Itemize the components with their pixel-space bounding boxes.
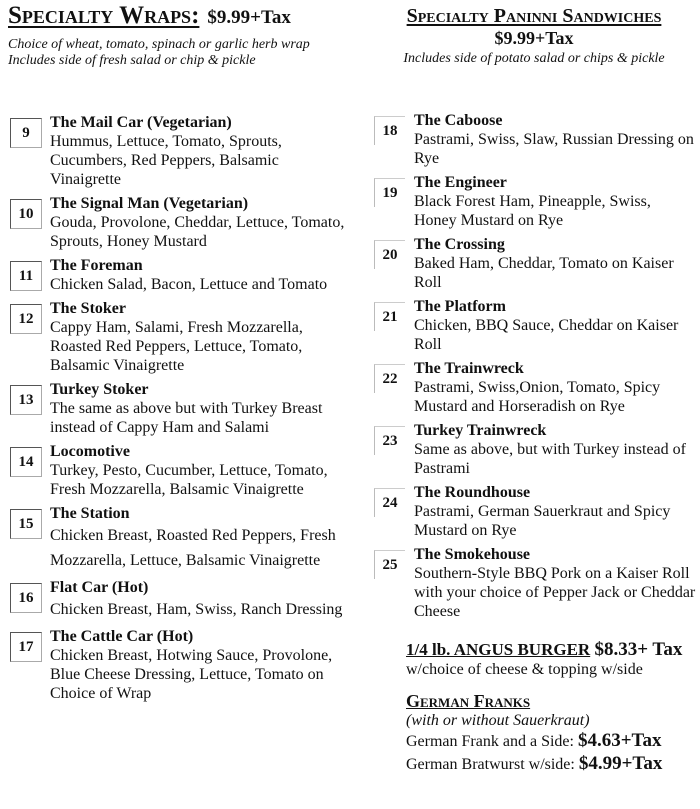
frank-label: German Frank and a Side: (406, 732, 574, 750)
item-number: 12 (10, 304, 42, 334)
item-number: 10 (10, 199, 42, 229)
menu-item (8, 579, 353, 622)
item-description: Gouda, Provolone, Cheddar, Lettuce, Tomato, Sprouts, Honey Mustard (50, 214, 345, 251)
item-description: The same as above but with Turkey Breast instead of Cappy Ham and Salami (50, 400, 323, 437)
burger-price: $8.33+ Tax (594, 638, 683, 660)
item-name: The Platform (414, 297, 506, 315)
item-name: The Signal Man (Vegetarian) (50, 195, 249, 213)
item-number: 25 (374, 550, 405, 579)
item-description: Same as above, but with Turkey instead of Pastrami (414, 440, 686, 477)
paninis-section (372, 0, 696, 776)
menu-item (372, 546, 696, 621)
item-number: 23 (374, 426, 405, 455)
item-description: Chicken Breast, Roasted Red Peppers, Fresh Mozzarella, Lettuce, Balsamic Vinaigrette (50, 527, 336, 570)
item-number: 13 (10, 385, 42, 415)
franks-note: (with or without Sauerkraut) (406, 711, 590, 729)
item-name: The Crossing (414, 235, 505, 253)
item-description: Chicken, BBQ Sauce, Cheddar on Kaiser Roll (414, 316, 679, 353)
menu-item (372, 360, 696, 416)
item-number: 19 (374, 178, 405, 207)
menu-item (8, 628, 353, 703)
item-description: Turkey, Pesto, Cucumber, Lettuce, Tomato, Fresh Mozzarella, Balsamic Vinaigrette (50, 462, 328, 499)
burger-section (372, 639, 696, 679)
item-description: Pastrami, Swiss,Onion, Tomato, Spicy Mustard and Horseradish on Rye (414, 378, 661, 415)
franks-section (372, 691, 696, 776)
item-name: The Smokehouse (414, 545, 531, 563)
item-description: Cappy Ham, Salami, Fresh Mozzarella, Roasted Red Peppers, Lettuce, Tomato, Balsamic Vinaigrette (50, 319, 303, 375)
item-description: Pastrami, German Sauerkraut and Spicy Mustard on Rye (414, 502, 671, 539)
item-number: 22 (374, 364, 405, 393)
menu-item (8, 195, 353, 251)
item-name: Turkey Stoker (50, 381, 149, 399)
item-number: 15 (10, 509, 42, 539)
wraps-item-list (8, 114, 353, 703)
item-number: 14 (10, 447, 42, 477)
item-number: 16 (10, 583, 42, 613)
item-name: The Mail Car (Vegetarian) (50, 114, 232, 132)
burger-description: w/choice of cheese & topping w/side (406, 660, 643, 678)
wraps-note-side: Includes side of fresh salad or chip & pickle (8, 53, 256, 69)
item-description: Southern-Style BBQ Pork on a Kaiser Roll with your choice of Pepper Jack or Cheddar Cheese (414, 564, 696, 620)
item-name: Locomotive (50, 443, 130, 461)
frank-price: $4.99+Tax (578, 752, 663, 774)
menu-item (8, 300, 353, 375)
menu-item (8, 114, 353, 189)
franks-title: German Franks (406, 690, 531, 711)
paninis-title: Specialty Paninni Sandwiches (406, 5, 662, 27)
menu-item (372, 174, 696, 230)
item-number: 24 (374, 488, 405, 517)
menu-item (372, 422, 696, 478)
paninis-price: $9.99+Tax (494, 28, 574, 48)
wraps-section (8, 0, 353, 709)
item-name: The Stoker (50, 300, 126, 318)
item-number: 9 (10, 118, 42, 148)
item-number: 20 (374, 240, 405, 269)
paninis-item-list (372, 112, 696, 621)
frank-price: $4.63+Tax (577, 729, 662, 751)
item-name: The Roundhouse (414, 483, 531, 501)
burger-heading (406, 639, 696, 661)
wraps-note-wrap-choice: Choice of wheat, tomato, spinach or garlic herb wrap (8, 37, 310, 53)
menu-item (8, 257, 353, 294)
frank-price-row (406, 753, 696, 776)
item-name: The Caboose (414, 111, 503, 129)
menu-item (8, 381, 353, 437)
menu-item (372, 236, 696, 292)
item-name: The Cattle Car (Hot) (50, 628, 194, 646)
menu-item (372, 112, 696, 168)
item-name: Flat Car (Hot) (50, 579, 149, 597)
menu-item (372, 484, 696, 540)
item-number: 17 (10, 632, 42, 662)
item-number: 18 (374, 116, 405, 145)
item-description: Baked Ham, Cheddar, Tomato on Kaiser Roll (414, 254, 674, 291)
item-description: Chicken Salad, Bacon, Lettuce and Tomato (50, 276, 328, 294)
burger-title: 1/4 lb. ANGUS BURGER (406, 639, 591, 659)
menu-item (8, 505, 353, 573)
item-number: 21 (374, 302, 405, 331)
item-name: The Foreman (50, 257, 143, 275)
menu-item (372, 298, 696, 354)
item-description: Chicken Breast, Ham, Swiss, Ranch Dressing (50, 601, 343, 619)
paninis-note: Includes side of potato salad or chips & pickle (403, 50, 665, 66)
wraps-heading (8, 3, 353, 29)
item-name: The Trainwreck (414, 359, 524, 377)
wraps-notes (8, 37, 353, 69)
item-number: 11 (10, 261, 42, 291)
menu-item (8, 443, 353, 499)
item-name: Turkey Trainwreck (414, 421, 547, 439)
wraps-title: Specialty Wraps: (8, 2, 200, 29)
item-description: Chicken Breast, Hotwing Sauce, Provolone, Blue Cheese Dressing, Lettuce, Tomato on Choice of Wrap (50, 647, 333, 703)
item-name: The Engineer (414, 173, 507, 191)
frank-label: German Bratwurst w/side: (406, 755, 575, 773)
frank-price-row (406, 730, 696, 753)
item-name: The Station (50, 505, 130, 523)
item-description: Hummus, Lettuce, Tomato, Sprouts, Cucumbers, Red Peppers, Balsamic Vinaigrette (50, 133, 282, 189)
item-description: Pastrami, Swiss, Slaw, Russian Dressing on Rye (414, 130, 694, 167)
item-description: Black Forest Ham, Pineapple, Swiss, Honey Mustard on Rye (414, 192, 651, 229)
wraps-price: $9.99+Tax (207, 7, 291, 28)
